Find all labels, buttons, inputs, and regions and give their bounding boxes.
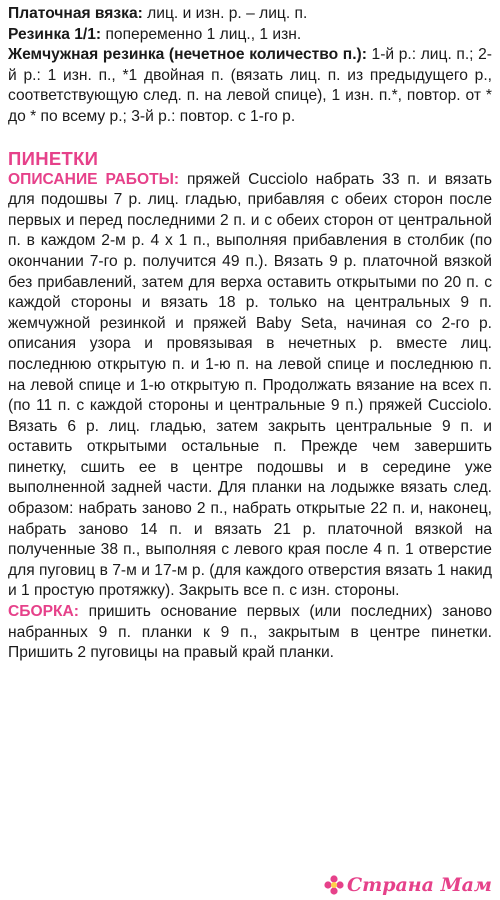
site-watermark (323, 874, 492, 896)
rib-stitch-label: Резинка 1/1: (8, 25, 102, 43)
rib-stitch-text: попеременно 1 лиц., 1 изн. (101, 25, 302, 43)
rib-stitch-line (8, 25, 492, 46)
pearl-rib-label: Жемчужная резинка (нечетное количество п.): (8, 46, 367, 64)
assembly-paragraph (8, 602, 492, 664)
garter-stitch-text: лиц. и изн. р. – лиц. п. (142, 5, 308, 22)
work-description-paragraph (8, 170, 492, 602)
flower-icon (323, 874, 345, 896)
work-description-text: пряжей Cucciolo набрать 33 п. и вязать для подошвы 7 р. лиц. гладью, прибавляя с обеих сторон после первых и перед последними 2 п. и с обеих сторон от центральной п. в каждом 2-м р. 4 х 1 п., выполняя прибавления в столбик (по окончании 7-го р. получится 49 п.). Вязать 9 р. платочной вязкой без прибавлений, затем для верха оставить открытыми по 20 п. с каждой стороны и вязать 18 р. только на центральных 9 п. жемчужной резинкой и пряжей Baby Seta, начиная со 2-го р. описания узора и провязывая в нечетных р. вместе лиц. последнюю открытую п. и 1-ю п. на левой спице и последнюю п. на левой спице и 1-ю открытую п. Продолжать вязание на всех п. (по 11 п. с каждой стороны и центральные 9 п.) пряжей Cucciolo. Вязать 6 р. лиц. гладью, затем закрыть центральные 9 п. и оставить открытыми остальные п. Прежде чем завершить пинетку, сшить ее в центре подошвы и в середине уже выполненной задней части. Для планки на лодыжке вязать след. образом: набрать заново 2 п., набрать открытые 22 п. и, наконец, набрать заново 14 п. и вязать 21 р. платочной вязкой на полученные 38 п., выполняя с левого края после 4 п. 1 отверстие для пуговиц в 7-м и 17-м р. (для каждого отверстия вязать 1 накид и 1 простую протяжку). Закрыть все п. с изн. стороны. (8, 170, 492, 600)
work-description-label: ОПИСАНИЕ РАБОТЫ: (8, 170, 180, 188)
pearl-rib-paragraph (8, 45, 492, 127)
watermark-text: Страна Мам (346, 874, 492, 896)
section-title: ПИНЕТКИ (8, 147, 99, 169)
garter-stitch-label: Платочная вязка: (8, 5, 143, 22)
assembly-text: пришить основание первых (или последних) заново набранных 9 п. планки к 9 п., закрытым в центре пинетки. Пришить 2 пуговицы на правый край планки. (8, 603, 492, 662)
pattern-page (8, 4, 492, 664)
pearl-rib-text: 1-й р.: лиц. п.; 2-й р.: 1 изн. п., *1 двойная п. (вязать лиц. п. из предыдущего р., соответствующую след. п. на левой спице), 1 изн. п.*, повтор. от * до * по всему р.; 3-й р.: повтор. с 1-го р. (8, 46, 492, 125)
assembly-label: СБОРКА: (8, 603, 79, 621)
garter-stitch-line (8, 4, 492, 25)
